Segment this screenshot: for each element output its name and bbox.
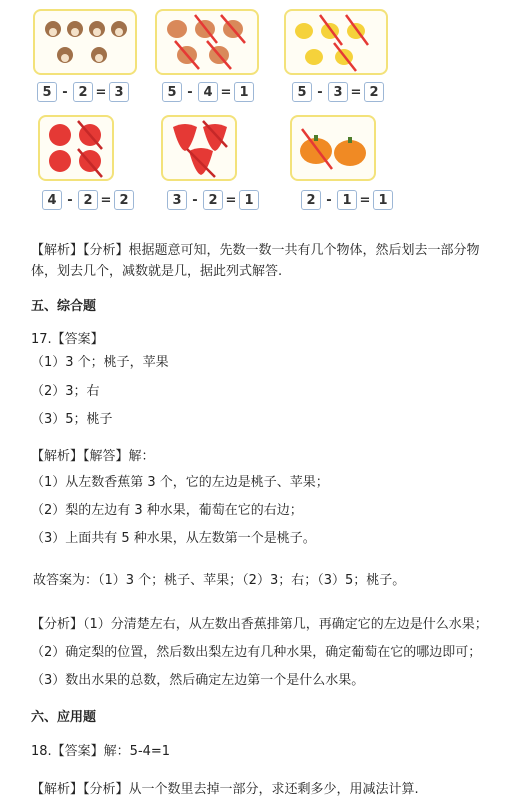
analysis-17-1: 【分析】（1）分清楚左右，从左数出香蕉排第几，再确定它的左边是什么水果； — [31, 617, 488, 632]
analysis-18: 【解析】【分析】从一个数里去掉一部分，求还剩多少，用减法计算. — [31, 782, 419, 797]
equation-result: 2 — [364, 82, 384, 102]
analysis-17-2: （2）确定梨的位置，然后数出梨左边有几种水果，确定葡萄在它的哪边即可； — [31, 645, 482, 660]
equals-sign: = — [359, 192, 371, 208]
equation-subtrahend: 2 — [78, 190, 98, 210]
final-answer: 故答案为：（1）3 个；桃子、苹果；（2）3；右；（3）5；桃子。 — [33, 573, 406, 588]
answer-1: （1）3 个；桃子，苹果 — [31, 355, 169, 370]
answer-3: （3）5；桃子 — [31, 412, 113, 427]
squirrel-group-picture — [35, 11, 135, 73]
solution-2: （2）梨的左边有 3 种水果，葡萄在它的右边； — [31, 503, 303, 518]
answer-2: （2）3；右 — [31, 384, 100, 399]
minus-sign: - — [317, 84, 323, 100]
minus-sign: - — [192, 192, 198, 208]
picture-panel-squirrels-1 — [33, 9, 137, 75]
equals-sign: = — [100, 192, 112, 208]
analysis-line-2: 体，划去几个，减数就是几，据此列式解答. — [31, 264, 283, 279]
squirrel-crossed-picture — [157, 11, 257, 73]
strawberry-group-picture — [163, 117, 235, 179]
picture-panel-apples — [38, 115, 114, 181]
solution-1: （1）从左数香蕉第 3 个，它的左边是桃子、苹果； — [31, 475, 329, 490]
equals-sign: = — [225, 192, 237, 208]
equation-minuend: 5 — [292, 82, 312, 102]
pumpkin-group-picture — [292, 117, 374, 179]
analysis-line-1: 【解析】【分析】根据题意可知，先数一数一共有几个物体，然后划去一部分物 — [31, 243, 480, 258]
equation-minuend: 5 — [162, 82, 182, 102]
solution-3: （3）上面共有 5 种水果，从左数第一个是桃子。 — [31, 531, 316, 546]
solution-title: 【解析】【解答】解： — [31, 449, 155, 464]
equation-6 — [301, 189, 393, 211]
minus-sign: - — [326, 192, 332, 208]
picture-panel-squirrels-2 — [155, 9, 259, 75]
equation-4 — [42, 189, 134, 211]
equation-2 — [162, 81, 254, 103]
minus-sign: - — [62, 84, 68, 100]
equation-minuend: 4 — [42, 190, 62, 210]
equation-result: 1 — [373, 190, 393, 210]
equation-subtrahend: 4 — [198, 82, 218, 102]
equals-sign: = — [220, 84, 232, 100]
equation-minuend: 5 — [37, 82, 57, 102]
apple-group-picture — [40, 117, 112, 179]
minus-sign: - — [67, 192, 73, 208]
equation-5 — [167, 189, 259, 211]
equation-3 — [292, 81, 384, 103]
equation-minuend: 3 — [167, 190, 187, 210]
question-18-answer: 18.【答案】解：5-4=1 — [31, 744, 171, 759]
equation-result: 3 — [109, 82, 129, 102]
picture-panel-ducks — [284, 9, 388, 75]
duck-group-picture — [286, 11, 386, 73]
section-5-title: 五、综合题 — [31, 299, 97, 314]
equation-subtrahend: 2 — [203, 190, 223, 210]
equation-subtrahend: 2 — [73, 82, 93, 102]
equation-minuend: 2 — [301, 190, 321, 210]
equation-result: 1 — [239, 190, 259, 210]
equation-result: 1 — [234, 82, 254, 102]
question-17-answer-label: 17.【答案】 — [31, 332, 104, 347]
analysis-17-3: （3）数出水果的总数，然后确定左边第一个是什么水果。 — [31, 673, 365, 688]
picture-panel-strawberries — [161, 115, 237, 181]
section-6-title: 六、应用题 — [31, 710, 97, 725]
equation-1 — [37, 81, 129, 103]
picture-panel-pumpkins — [290, 115, 376, 181]
equation-subtrahend: 3 — [328, 82, 348, 102]
equation-subtrahend: 1 — [337, 190, 357, 210]
equals-sign: = — [350, 84, 362, 100]
equation-result: 2 — [114, 190, 134, 210]
equals-sign: = — [95, 84, 107, 100]
minus-sign: - — [187, 84, 193, 100]
